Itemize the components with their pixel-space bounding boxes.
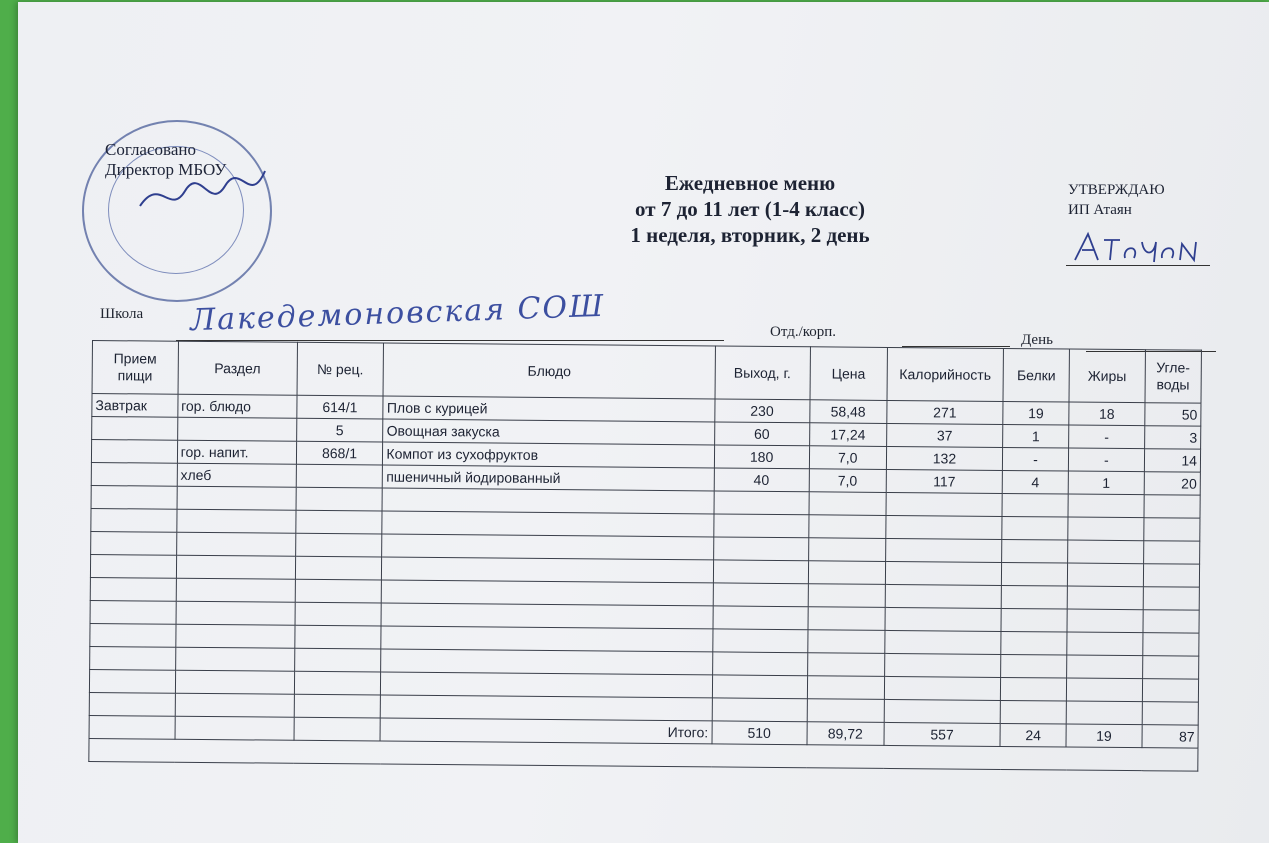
cell-section: гор. напит. xyxy=(177,440,296,464)
empty-cell xyxy=(1068,494,1144,518)
empty-cell xyxy=(808,561,886,585)
empty-cell xyxy=(1143,518,1200,541)
empty-cell xyxy=(89,715,175,739)
empty-cell xyxy=(885,561,1001,585)
empty-cell xyxy=(1068,540,1144,564)
cell-section xyxy=(177,417,296,441)
empty-cell xyxy=(1067,563,1143,587)
empty-cell xyxy=(381,672,712,698)
empty-cell xyxy=(885,630,1001,654)
empty-cell xyxy=(295,533,382,557)
empty-cell xyxy=(175,716,294,740)
empty-cell xyxy=(712,629,807,653)
total-fats: 19 xyxy=(1066,724,1142,748)
empty-cell xyxy=(1001,654,1067,678)
empty-cell xyxy=(808,538,886,562)
total-proteins: 24 xyxy=(1000,723,1066,747)
total-calories: 557 xyxy=(884,722,1000,746)
empty-cell xyxy=(712,698,807,722)
empty-cell xyxy=(1000,677,1066,701)
empty-cell xyxy=(91,508,177,532)
empty-cell xyxy=(382,488,713,514)
empty-cell xyxy=(91,485,177,509)
table-header-row xyxy=(92,341,1201,404)
empty-cell xyxy=(712,675,807,699)
cell-fats: 1 xyxy=(1068,471,1144,495)
empty-cell xyxy=(382,557,713,583)
header-meal: Прием пищи xyxy=(92,341,178,395)
empty-cell xyxy=(90,554,176,578)
cell-price: 17,24 xyxy=(809,423,887,447)
empty-cell xyxy=(91,531,177,555)
title-line-1: Ежедневное меню xyxy=(664,171,836,195)
header-fats: Жиры xyxy=(1069,349,1145,403)
cell-output: 230 xyxy=(714,399,809,423)
approve-signature-line xyxy=(1066,265,1210,266)
empty-cell xyxy=(808,584,886,608)
empty-cell xyxy=(1001,608,1067,632)
empty-cell xyxy=(885,607,1001,631)
header-recipe: № рец. xyxy=(297,342,384,396)
approver-signature-icon xyxy=(1070,228,1200,268)
total-carbs: 87 xyxy=(1142,725,1199,748)
total-label: Итого: xyxy=(380,718,711,744)
empty-cell xyxy=(90,623,176,647)
title-line-3: 1 неделя, вторник, 2 день xyxy=(630,223,870,247)
empty-cell xyxy=(176,601,295,625)
cell-carbs: 14 xyxy=(1144,449,1201,472)
empty-cell xyxy=(295,510,382,534)
cell-meal: Завтрак xyxy=(92,394,178,418)
empty-cell xyxy=(176,532,295,556)
page-title xyxy=(560,170,940,248)
cell-section: хлеб xyxy=(177,463,296,487)
empty-cell xyxy=(89,692,175,716)
empty-cell xyxy=(808,607,886,631)
empty-cell xyxy=(886,515,1002,539)
empty-cell xyxy=(175,670,294,694)
empty-cell xyxy=(381,603,712,629)
header-carbs: Угле-воды xyxy=(1145,350,1202,403)
empty-cell xyxy=(713,583,808,607)
empty-cell xyxy=(294,648,381,672)
cell-calories: 117 xyxy=(886,469,1002,493)
empty-cell xyxy=(1143,564,1200,587)
empty-cell xyxy=(1067,586,1143,610)
empty-cell xyxy=(1002,493,1068,517)
empty-cell xyxy=(175,693,294,717)
empty-cell xyxy=(295,556,382,580)
empty-cell xyxy=(1143,587,1200,610)
empty-cell xyxy=(1142,656,1199,679)
approve-label: УТВЕРЖДАЮ xyxy=(1068,182,1165,198)
empty-cell xyxy=(90,646,176,670)
empty-cell xyxy=(90,600,176,624)
cell-dish: Компот из сухофруктов xyxy=(383,442,714,468)
empty-cell xyxy=(176,624,295,648)
empty-cell xyxy=(885,538,1001,562)
empty-cell xyxy=(712,652,807,676)
total-output: 510 xyxy=(712,721,807,745)
empty-cell xyxy=(1142,633,1199,656)
empty-cell xyxy=(1067,632,1143,656)
cell-proteins: - xyxy=(1002,447,1068,471)
empty-cell xyxy=(1001,562,1067,586)
cell-price: 7,0 xyxy=(809,469,887,493)
empty-cell xyxy=(713,514,808,538)
header-price: Цена xyxy=(810,347,888,401)
cell-carbs: 50 xyxy=(1144,403,1201,426)
cell-output: 180 xyxy=(714,445,809,469)
cell-calories: 37 xyxy=(886,423,1002,447)
cell-section: гор. блюдо xyxy=(178,394,297,418)
empty-cell xyxy=(1143,610,1200,633)
header-proteins: Белки xyxy=(1003,348,1069,402)
empty-cell xyxy=(89,669,175,693)
empty-cell xyxy=(713,560,808,584)
cell-recipe: 868/1 xyxy=(296,441,383,465)
empty-cell xyxy=(884,676,1000,700)
empty-cell xyxy=(713,537,808,561)
empty-cell xyxy=(294,671,381,695)
empty-cell xyxy=(1066,678,1142,702)
empty-cell xyxy=(1142,702,1199,725)
table-body xyxy=(89,394,1201,772)
empty-cell xyxy=(885,584,1001,608)
dept-label: Отд./корп. xyxy=(770,324,837,340)
cell-recipe: 5 xyxy=(296,418,383,442)
cell-output: 40 xyxy=(714,468,809,492)
empty-cell xyxy=(382,534,713,560)
empty-cell xyxy=(1002,539,1068,563)
empty-cell xyxy=(382,511,713,537)
empty-cell xyxy=(295,579,382,603)
empty-cell xyxy=(1001,631,1067,655)
title-line-2: от 7 до 11 лет (1-4 класс) xyxy=(635,197,865,221)
empty-cell xyxy=(294,625,381,649)
cell-meal xyxy=(91,440,177,464)
cell-fats: - xyxy=(1069,425,1145,449)
empty-cell xyxy=(1066,701,1142,725)
empty-cell xyxy=(382,580,713,606)
menu-table xyxy=(88,340,1202,772)
empty-cell xyxy=(1068,517,1144,541)
cell-proteins: 19 xyxy=(1003,401,1069,425)
agreed-block xyxy=(105,140,226,180)
approver-name: ИП Атаян xyxy=(1068,202,1132,218)
empty-cell xyxy=(175,647,294,671)
cell-recipe: 614/1 xyxy=(296,395,383,419)
cell-calories: 271 xyxy=(887,400,1003,424)
director-label: Директор МБОУ xyxy=(105,160,227,179)
empty-cell xyxy=(381,695,712,721)
empty-cell xyxy=(1142,679,1199,702)
empty-cell xyxy=(1144,495,1201,518)
cell-dish: пшеничный йодированный xyxy=(383,465,714,491)
cell-price: 58,48 xyxy=(809,400,887,424)
empty-cell xyxy=(807,653,885,677)
day-label: День xyxy=(1021,332,1053,348)
empty-cell xyxy=(1143,541,1200,564)
empty-cell xyxy=(176,555,295,579)
header-calories: Калорийность xyxy=(887,347,1004,401)
empty-cell xyxy=(1000,700,1066,724)
empty-cell xyxy=(809,492,887,516)
cell-calories: 132 xyxy=(886,446,1002,470)
empty-cell xyxy=(177,509,296,533)
empty-cell xyxy=(884,653,1000,677)
cell-carbs: 20 xyxy=(1144,472,1201,495)
empty-cell xyxy=(1001,585,1067,609)
cell-dish: Плов с курицей xyxy=(383,396,714,422)
empty-cell xyxy=(381,626,712,652)
cell-fats: 18 xyxy=(1069,402,1145,426)
approve-block xyxy=(1068,180,1165,220)
empty-cell xyxy=(1067,655,1143,679)
empty-cell xyxy=(1002,516,1068,540)
total-price: 89,72 xyxy=(807,722,885,746)
header-dish: Блюдо xyxy=(383,343,715,399)
cell-proteins: 1 xyxy=(1003,424,1069,448)
cell-meal xyxy=(92,417,178,441)
cell-price: 7,0 xyxy=(809,446,887,470)
empty-cell xyxy=(176,578,295,602)
empty-cell xyxy=(177,486,296,510)
empty-cell xyxy=(381,649,712,675)
empty-cell xyxy=(886,492,1002,516)
empty-cell xyxy=(294,717,381,741)
school-label: Школа xyxy=(100,306,144,322)
empty-cell xyxy=(714,491,809,515)
cell-fats: - xyxy=(1068,448,1144,472)
header-output: Выход, г. xyxy=(715,346,810,400)
empty-cell xyxy=(713,606,808,630)
header-section: Раздел xyxy=(178,341,297,395)
cell-recipe xyxy=(296,464,383,488)
agreed-label: Согласовано xyxy=(105,140,196,159)
cell-carbs: 3 xyxy=(1144,426,1201,449)
cell-meal xyxy=(91,462,177,486)
empty-cell xyxy=(807,676,885,700)
empty-cell xyxy=(807,699,885,723)
cell-output: 60 xyxy=(714,422,809,446)
empty-cell xyxy=(1067,609,1143,633)
empty-cell xyxy=(808,515,886,539)
cell-dish: Овощная закуска xyxy=(383,419,714,445)
empty-cell xyxy=(90,577,176,601)
empty-cell xyxy=(295,602,382,626)
school-value: Лакедемоновская СОШ xyxy=(189,288,606,339)
empty-cell xyxy=(807,630,885,654)
empty-cell xyxy=(884,699,1000,723)
empty-cell xyxy=(294,694,381,718)
cell-proteins: 4 xyxy=(1002,470,1068,494)
empty-cell xyxy=(296,487,383,511)
